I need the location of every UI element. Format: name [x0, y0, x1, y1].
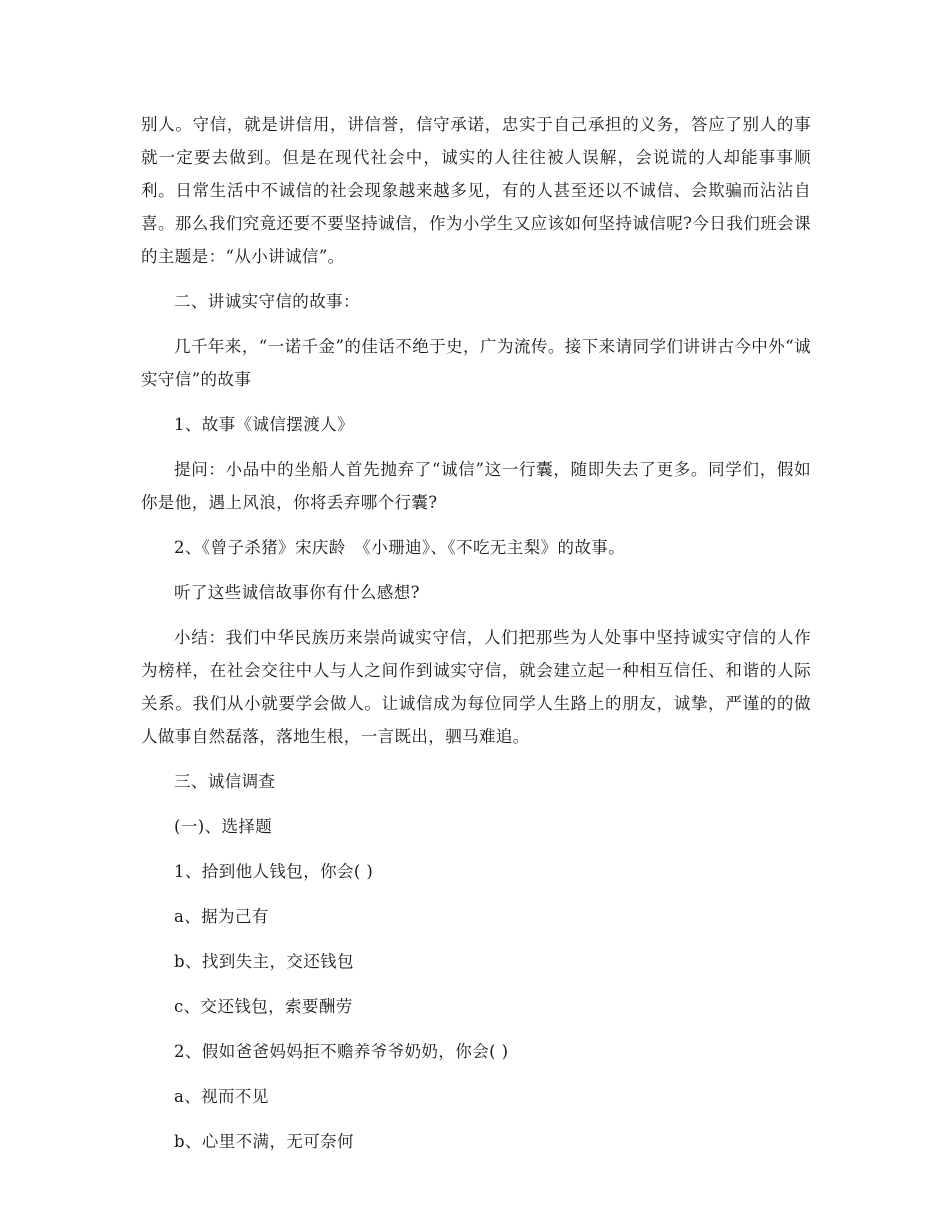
section-heading-stories: 二、讲诚实守信的故事： — [174, 292, 360, 311]
question-1: 1、拾到他人钱包，你会( ) — [174, 862, 374, 881]
story-item-1: 1、故事《诚信摆渡人》 — [174, 415, 354, 434]
paragraph-summary: 小结：我们中华民族历来崇尚诚实守信，人们把那些为人处事中坚持诚实守信的人作为榜样，在社会交往中人与人之间作到诚实守信，就会建立起一种相互信任、和谐的人际关系。我们从小就要学会做人。让诚信成为每位同学人生路上的朋友，诚挚，严谨的的做人做事自然磊落，落地生根，一言既出，驷马难追。 — [141, 628, 811, 746]
paragraph-reflection: 听了这些诚信故事你有什么感想? — [174, 583, 420, 602]
question-2-option-a: a、视而不见 — [174, 1087, 269, 1106]
question-1-option-a: a、据为己有 — [174, 907, 269, 926]
question-2-option-b: b、心里不满，无可奈何 — [174, 1132, 354, 1151]
question-1-option-c: c、交还钱包，索要酬劳 — [174, 997, 353, 1016]
section-heading-survey: 三、诚信调查 — [174, 772, 276, 791]
question-1-option-b: b、找到失主，交还钱包 — [174, 952, 354, 971]
document-body — [141, 108, 811, 1170]
paragraph-intro-continued: 别人。守信，就是讲信用，讲信誉，信守承诺，忠实于自己承担的义务，答应了别人的事就一定要去做到。但是在现代社会中，诚实的人往往被人误解，会说谎的人却能事事顺利。日常生活中不诚信的社会现象越来越多见，有的人甚至还以不诚信、会欺骗而沾沾自喜。那么我们究竟还要不要坚持诚信，作为小学生又应该如何坚持诚信呢?今日我们班会课的主题是：“从小讲诚信”。 — [141, 115, 811, 266]
question-2: 2、假如爸爸妈妈拒不赡养爷爷奶奶，你会( ) — [174, 1042, 509, 1061]
paragraph-stories-intro: 几千年来，“一诺千金”的佳话不绝于史，广为流传。接下来请同学们讲讲古今中外“诚实守信”的故事 — [141, 337, 811, 389]
story-item-2: 2、《曾子杀猪》宋庆龄 《小珊迪》、《不吃无主梨》的故事。 — [174, 538, 626, 557]
paragraph-question: 提问：小品中的坐船人首先抛弃了“诚信”这一行囊，随即失去了更多。同学们，假如你是他，遇上风浪，你将丢弃哪个行囊? — [141, 460, 811, 512]
subsection-heading-choice: (一)、选择题 — [174, 817, 273, 836]
